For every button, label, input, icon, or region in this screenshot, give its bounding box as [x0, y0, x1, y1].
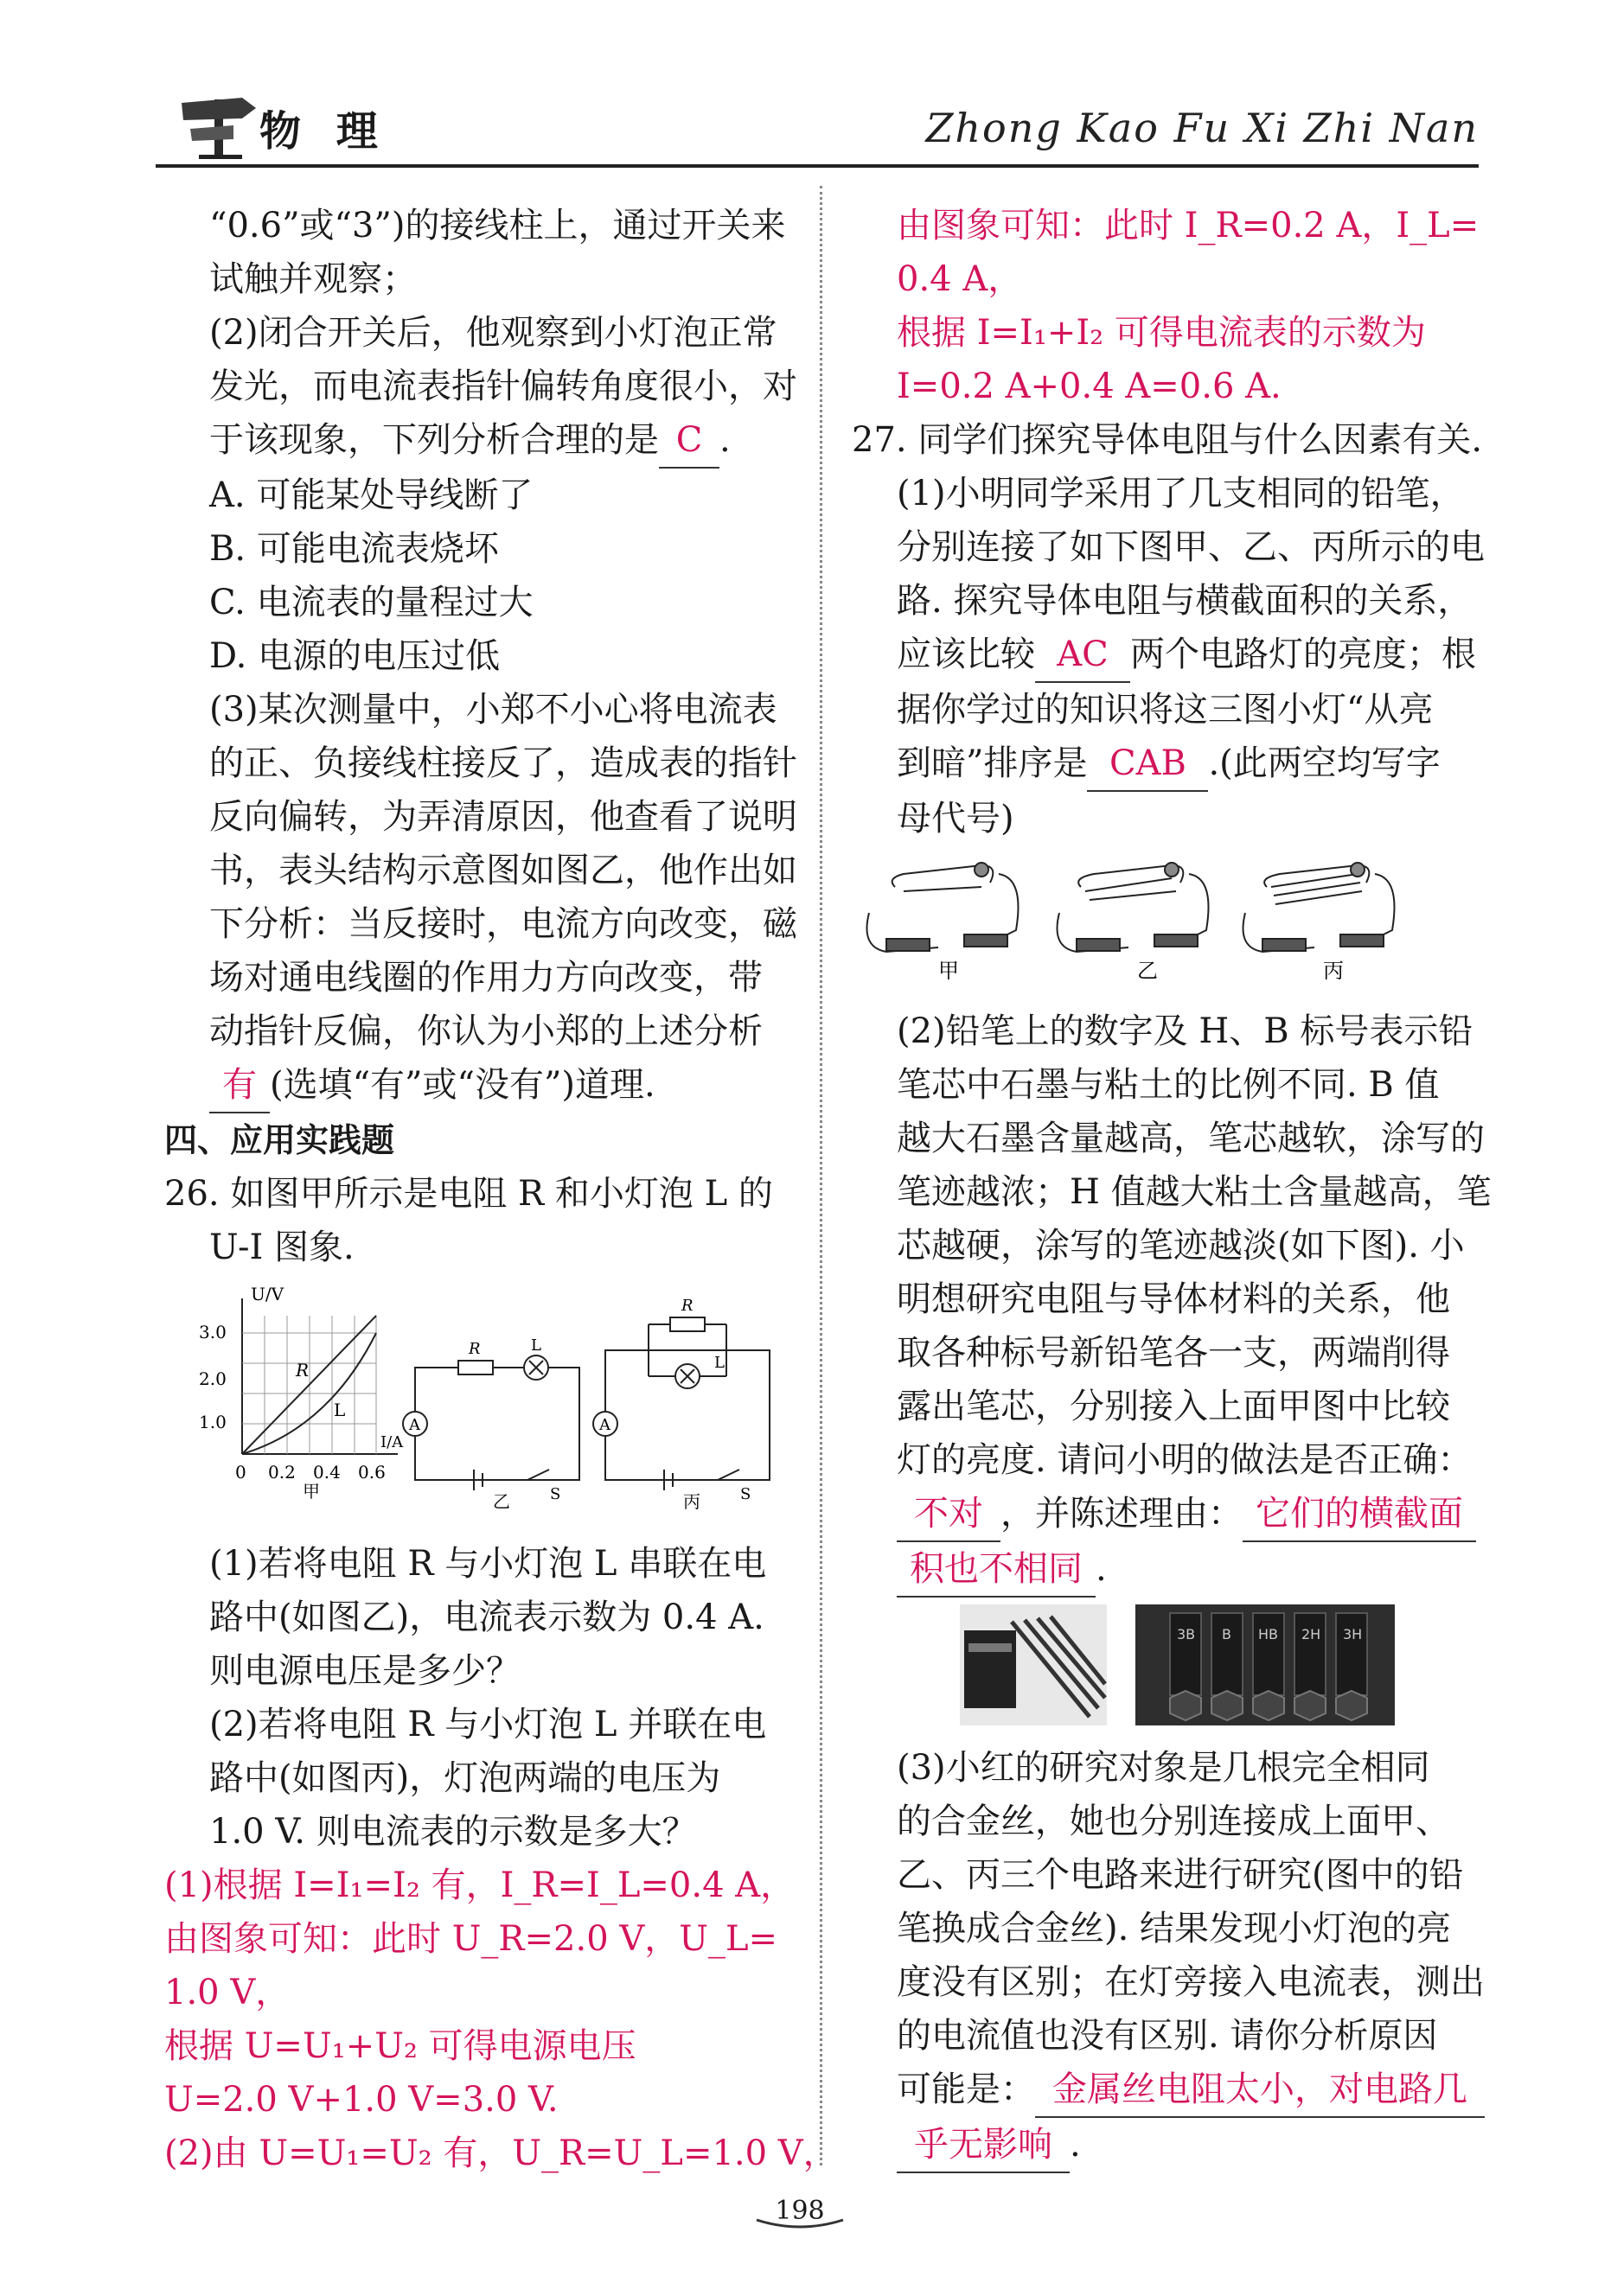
label-r: R — [469, 1340, 481, 1358]
text-line: 则电源电压是多少？ — [209, 1651, 521, 1691]
text-line — [852, 2063, 1483, 2118]
circuit-yi — [1058, 863, 1209, 952]
label-l: L — [531, 1336, 541, 1355]
solution-line: 1.0 V， — [164, 1973, 291, 2012]
text-line: (2)铅笔上的数字及 H、B 标号表示铅 — [897, 1011, 1473, 1051]
question-26: 26. 如图甲所示是电阻 R 和小灯泡 L 的 — [164, 1174, 773, 1214]
solution-line: (1)根据 I=I₁=I₂ 有，I_R=I_L=0.4 A， — [164, 1866, 796, 1905]
text-line: (1)小明同学采用了几支相同的铅笔， — [897, 474, 1465, 513]
solution-line: I=0.2 A+0.4 A=0.6 A. — [897, 367, 1282, 406]
x-tick: 0.4 — [313, 1462, 341, 1483]
figure-26 — [164, 1281, 796, 1515]
switch-label: S — [740, 1485, 751, 1503]
caption-bing: 丙 — [1323, 959, 1344, 982]
figure-27-pencil-circuits — [852, 852, 1483, 982]
text-line: 的电流值也没有区别. 请你分析原因 — [897, 2016, 1438, 2056]
circuit-bing — [1243, 863, 1395, 952]
text-line: 越大石墨含量越高，笔芯越软，涂写的 — [897, 1119, 1485, 1158]
option-b: B. 可能电流表烧坏 — [209, 529, 499, 569]
text: 应该比较 — [897, 635, 1035, 674]
solution-line: 由图象可知：此时 I_R=0.2 A，I_L= — [897, 206, 1480, 246]
text-line: (3)小红的研究对象是几根完全相同 — [897, 1748, 1430, 1788]
text-line: 露出笔芯，分别接入上面甲图中比较 — [897, 1387, 1450, 1426]
y-tick: 3.0 — [199, 1322, 227, 1343]
answer-blank: 金属丝电阻太小，对电路几 — [1035, 2063, 1485, 2118]
solution-line: 根据 I=I₁+I₂ 可得电流表的示数为 — [897, 313, 1426, 353]
caption-yi: 乙 — [493, 1491, 510, 1512]
text-line: 分别连接了如下图甲、乙、丙所示的电 — [897, 527, 1485, 567]
x-tick: 0 — [235, 1462, 246, 1483]
ammeter-label: A — [409, 1416, 420, 1434]
switch-label: S — [550, 1485, 561, 1503]
option-a: A. 可能某处导线断了 — [209, 475, 534, 515]
answer-blank: CAB — [1087, 737, 1208, 792]
text: 可能是： — [897, 2070, 1035, 2109]
y-tick: 1.0 — [199, 1412, 227, 1432]
column-divider — [820, 186, 822, 2165]
text-line: 取各种标号新铅笔各一支，两端削得 — [897, 1333, 1450, 1373]
option-d: D. 电源的电压过低 — [209, 636, 501, 676]
subject-title: 物 理 — [259, 107, 388, 156]
left-column — [164, 199, 838, 2180]
answer-blank: AC — [1035, 628, 1130, 683]
text-line: 笔芯中石墨与粘土的比例不同. B 值 — [897, 1065, 1440, 1105]
text-line: (2)闭合开关后，他观察到小灯泡正常 — [209, 313, 777, 353]
pencil-lead-photo — [1135, 1604, 1395, 1725]
text-line: “0.6”或“3”)的接线柱上，通过开关来 — [209, 206, 786, 246]
y-axis-label: U/V — [251, 1284, 284, 1304]
y-tick: 2.0 — [199, 1368, 227, 1389]
answer-blank: 它们的横截面 — [1243, 1487, 1476, 1542]
ui-graph — [199, 1284, 404, 1502]
ammeter-label: A — [599, 1416, 610, 1434]
text-line: 场对通电线圈的作用力方向改变，带 — [209, 958, 763, 998]
text: .(此两空均写字 — [1208, 743, 1441, 783]
text-line: 下分析：当反接时，电流方向改变，磁 — [209, 904, 797, 944]
text-line: 母代号) — [897, 799, 1014, 839]
label-l: L — [714, 1354, 725, 1372]
pencil-grade-label: HB — [1257, 1626, 1278, 1642]
option-c: C. 电流表的量程过大 — [209, 583, 534, 622]
pencil-grade-label: 2H — [1301, 1626, 1320, 1642]
label-r: R — [681, 1297, 694, 1315]
signpost-logo-icon — [173, 91, 268, 160]
question-27: 27. 同学们探究导体电阻与什么因素有关. — [852, 420, 1483, 460]
parallel-circuit — [593, 1317, 770, 1490]
text-line: 1.0 V. 则电流表的示数是多大？ — [209, 1812, 697, 1852]
x-tick: 0.2 — [268, 1462, 296, 1483]
text-line — [852, 737, 1483, 792]
text-line: 芯越硬，涂写的笔迹越淡(如下图). 小 — [897, 1226, 1465, 1266]
answer-blank: 乎无影响 — [897, 2118, 1070, 2173]
label-l: L — [334, 1400, 346, 1420]
text-line: 灯的亮度. 请问小明的做法是否正确： — [897, 1440, 1473, 1480]
text: . — [1070, 2125, 1081, 2165]
x-axis-label: I/A — [380, 1433, 404, 1451]
text: 两个电路灯的亮度；根 — [1130, 635, 1476, 674]
text-line — [852, 628, 1483, 683]
right-column — [852, 199, 1492, 2173]
text-line — [852, 2118, 1483, 2173]
circuit-jia — [867, 863, 1019, 952]
section-heading: 四、应用实践题 — [164, 1121, 395, 1159]
page-number — [752, 2187, 847, 2239]
text-line: 乙、丙三个电路来进行研究(图中的铅 — [897, 1855, 1464, 1895]
solution-line: U=2.0 V+1.0 V=3.0 V. — [164, 2080, 559, 2120]
pencil-grade-label: 3H — [1342, 1626, 1362, 1642]
caption-yi: 乙 — [1137, 959, 1158, 982]
page-number-text: 198 — [775, 2196, 825, 2226]
text-line: (2)若将电阻 R 与小灯泡 L 并联在电 — [209, 1705, 767, 1744]
header-rule — [156, 164, 1479, 168]
text-line: 明想研究电阻与导体材料的关系，他 — [897, 1279, 1450, 1319]
text-line: 据你学过的知识将这三图小灯“从亮 — [897, 690, 1434, 730]
page-header — [156, 82, 1479, 169]
answer-blank: C — [659, 413, 719, 469]
text-line: 动指针反偏，你认为小郑的上述分析 — [209, 1011, 763, 1051]
text: . — [719, 420, 731, 460]
text: ，并陈述理由： — [1000, 1494, 1243, 1534]
text-line: 反向偏转，为弄清原因，他查看了说明 — [209, 797, 797, 837]
text: 于该现象，下列分析合理的是 — [209, 420, 659, 460]
pencil-set-photo — [960, 1604, 1107, 1725]
solution-line: 0.4 A， — [897, 259, 1023, 299]
text-line: 发光，而电流表指针偏转角度很小，对 — [209, 367, 797, 406]
answer-blank: 有 — [209, 1058, 270, 1113]
text-line: 的合金丝，她也分别连接成上面甲、 — [897, 1802, 1450, 1841]
text-line: 书，表头结构示意图如图乙，他作出如 — [209, 851, 797, 890]
text-line — [164, 413, 796, 469]
series-circuit — [403, 1355, 579, 1490]
solution-line: 由图象可知：此时 U_R=2.0 V，U_L= — [164, 1919, 778, 1959]
pencil-grade-label: 3B — [1176, 1626, 1195, 1642]
text-line: 路. 探究导体电阻与横截面积的关系， — [897, 581, 1473, 621]
text-line — [852, 1542, 1483, 1598]
text-line — [164, 1058, 796, 1113]
x-tick: 0.6 — [358, 1462, 386, 1483]
caption-jia: 甲 — [938, 959, 959, 982]
caption-jia: 甲 — [303, 1481, 320, 1502]
caption-bing: 丙 — [683, 1491, 700, 1512]
text-line — [852, 1487, 1483, 1542]
text-line: 路中(如图丙)，灯泡两端的电压为 — [209, 1758, 721, 1798]
text-line: 的正、负接线柱接反了，造成表的指针 — [209, 743, 797, 783]
text-line: 度没有区别；在灯旁接入电流表，测出 — [897, 1962, 1485, 2002]
pencil-photos — [852, 1604, 1483, 1734]
label-r: R — [296, 1360, 310, 1381]
text: 到暗”排序是 — [897, 743, 1088, 783]
answer-blank: 不对 — [897, 1487, 1000, 1542]
solution-line: 根据 U=U₁+U₂ 可得电源电压 — [164, 2026, 636, 2066]
text-line: 路中(如图乙)，电流表示数为 0.4 A. — [209, 1598, 764, 1637]
text-line: (3)某次测量中，小郑不小心将电流表 — [209, 690, 777, 730]
text: (选填“有”或“没有”)道理. — [270, 1065, 655, 1105]
text-line: 试触并观察； — [209, 259, 417, 299]
text-line: 笔迹越浓；H 值越大粘土含量越高，笔 — [897, 1172, 1492, 1212]
header-pinyin: Zhong Kao Fu Xi Zhi Nan — [925, 105, 1479, 151]
solution-line: (2)由 U=U₁=U₂ 有，U_R=U_L=1.0 V， — [164, 2133, 838, 2173]
text-line: U-I 图象. — [209, 1228, 355, 1267]
text-line: (1)若将电阻 R 与小灯泡 L 串联在电 — [209, 1544, 767, 1584]
pencil-grade-label: B — [1221, 1626, 1231, 1642]
text: . — [1096, 1549, 1107, 1589]
answer-blank: 积也不相同 — [897, 1542, 1096, 1598]
text-line: 笔换成合金丝). 结果发现小灯泡的亮 — [897, 1909, 1452, 1948]
